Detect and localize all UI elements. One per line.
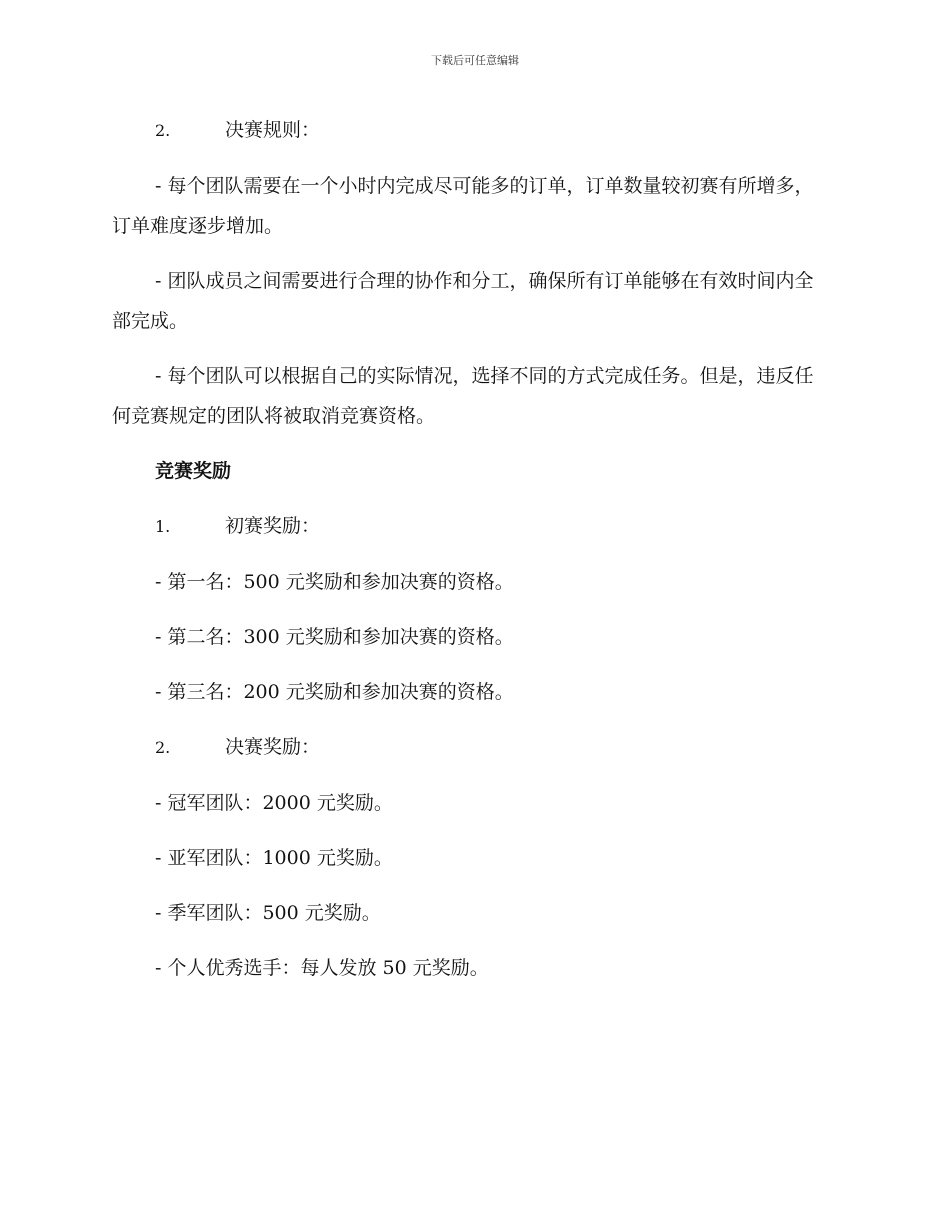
page-header: 下载后可任意编辑 [431,54,519,67]
paragraph-rule-1: - 每个团队需要在一个小时内完成尽可能多的订单，订单数量较初赛有所增多，订单难度逐步增加。 [112,175,814,237]
item-number: 1. [155,517,171,536]
list-item: - 第二名：300 元奖励和参加决赛的资格。 [155,626,514,648]
numbered-item-prelim-rewards [112,506,824,547]
numbered-item-final-rewards [112,727,824,768]
item-title: 决赛规则： [225,119,321,141]
item-title: 决赛奖励： [225,736,321,758]
document-body [112,110,824,1003]
list-item: - 亚军团队：1000 元奖励。 [155,847,393,869]
list-item: - 第三名：200 元奖励和参加决赛的资格。 [155,681,514,703]
item-number: 2. [155,121,171,140]
item-title: 初赛奖励： [225,515,321,537]
list-item: - 第一名：500 元奖励和参加决赛的资格。 [155,571,514,593]
list-item: - 个人优秀选手：每人发放 50 元奖励。 [155,957,489,979]
paragraph-rule-2: - 团队成员之间需要进行合理的协作和分工，确保所有订单能够在有效时间内全部完成。 [112,270,814,332]
list-item: - 冠军团队：2000 元奖励。 [155,792,393,814]
paragraph-rule-3: - 每个团队可以根据自己的实际情况，选择不同的方式完成任务。但是，违反任何竞赛规定的团队将被取消竞赛资格。 [112,365,814,427]
section-heading-rewards: 竞赛奖励 [155,460,232,482]
list-item: - 季军团队：500 元奖励。 [155,902,381,924]
numbered-item-final-rules [112,110,824,151]
item-number: 2. [155,738,171,757]
